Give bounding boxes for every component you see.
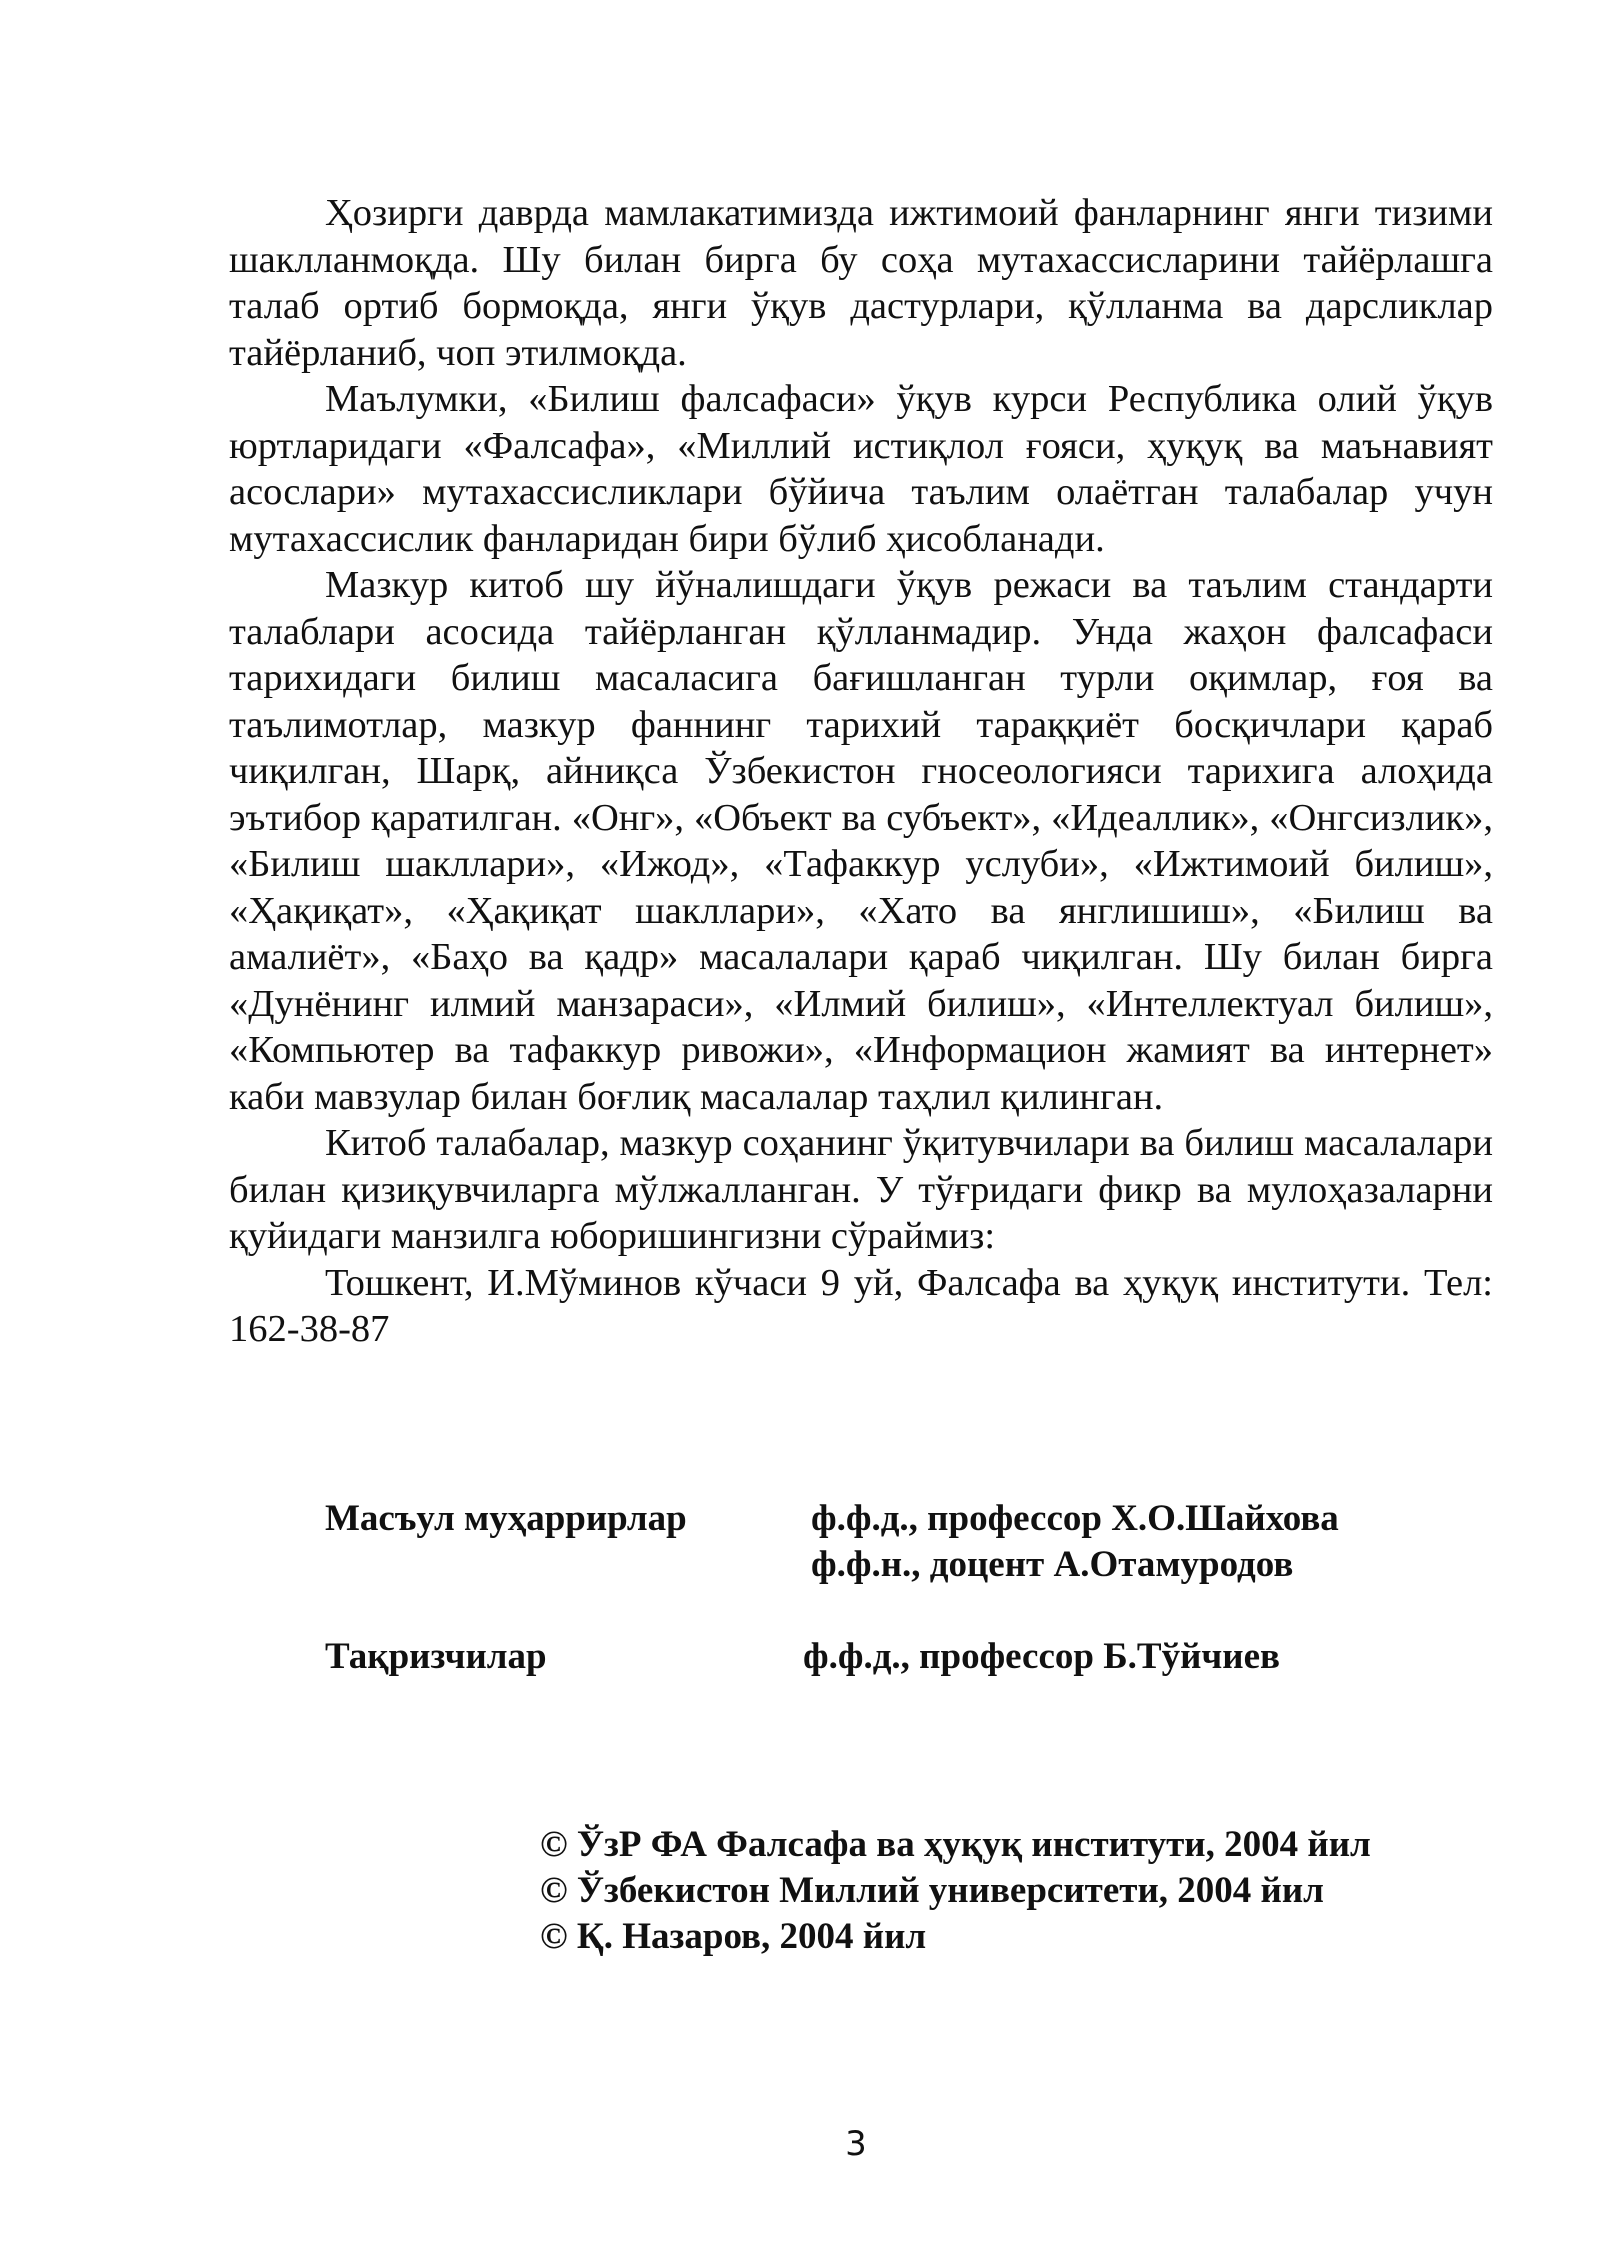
reviewers-label: Тақризчилар [325,1636,547,1677]
paragraph: Мазкур китоб шу йўналишдаги ўқув режаси ва таълим стандарти талаблари асосида тайёрланган қўлланмадир. Унда жаҳон фалсафаси тарихидаги билиш масаласига бағишланган турли оқимлар, ғоя ва таълимотлар, мазкур фаннинг тарихий тараққиёт босқичлари қараб чиқилган, Шарқ, айниқса Ўзбекистон гносеологияси тарихига алоҳида эътибор қаратилган. «Онг», «Объект ва субъект», «Идеаллик», «Онгсизлик», «Билиш шакллари», «Ижод», «Тафаккур услуби», «Ижтимоий билиш», «Ҳақиқат», «Ҳақиқат шакллари», «Хато ва янглишиш», «Билиш ва амалиёт», «Баҳо ва қадр» масалалари қараб чиқилган. Шу билан бирга «Дунёнинг илмий манзараси», «Илмий билиш», «Интеллектуал билиш», «Компьютер ва тафаккур ривожи», «Информацион жамият ва интернет» каби мавзулар билан боғлиқ масалалар таҳлил қилинган. [229,564,1493,1118]
paragraph: Маълумки, «Билиш фалсафаси» ўқув курси Республика олий ўқув юртларидаги «Фалсафа», «Миллий истиқлол ғояси, ҳуқуқ ва маънавият асослари» мутахассисликлари бўйича таълим олаётган талабалар учун мутахассислик фанларидан бири бўлиб ҳисобланади. [229,378,1493,560]
copyright-line: © Қ. Назаров, 2004 йил [540,1916,927,1957]
copyright-line: © Ўзбекистон Миллий университети, 2004 йил [540,1870,1324,1911]
copyright-line: © ЎзР ФА Фалсафа ва ҳуқуқ институти, 2004 йил [540,1824,1371,1865]
address-paragraph: Тошкент, И.Мўминов кўчаси 9 уй, Фалсафа ва ҳуқуқ институти. Тел: 162-38-87 [229,1261,1493,1350]
reviewers-names [803,1634,1280,1680]
body-text [229,190,1493,1353]
paragraph: Ҳозирги даврда мамлакатимизда ижтимоий фанларнинг янги тизими шаклланмоқда. Шу билан бирга бу соҳа мутахассисларини тайёрлашга талаб ортиб бормоқда, янги ўқув дастурлари, қўлланма ва дарсликлар тайёрланиб, чоп этилмоқда. [229,192,1493,374]
copyright-block [540,1822,1371,1960]
editors-label: Масъул муҳаррирлар [325,1498,687,1539]
paragraph: Китоб талабалар, мазкур соҳанинг ўқитувчилари ва билиш масалалари билан қизиқувчиларга мўлжалланган. У тўғридаги фикр ва мулоҳазаларни қуйидаги манзилга юборишингизни сўраймиз: [229,1122,1493,1257]
editor-name: ф.ф.д., профессор Х.О.Шайхова [811,1498,1339,1539]
page-number: 3 [845,2124,867,2164]
editors-names [811,1496,1339,1588]
reviewer-name: ф.ф.д., профессор Б.Тўйчиев [803,1636,1281,1677]
editor-name: ф.ф.н., доцент А.Отамуродов [811,1544,1294,1585]
